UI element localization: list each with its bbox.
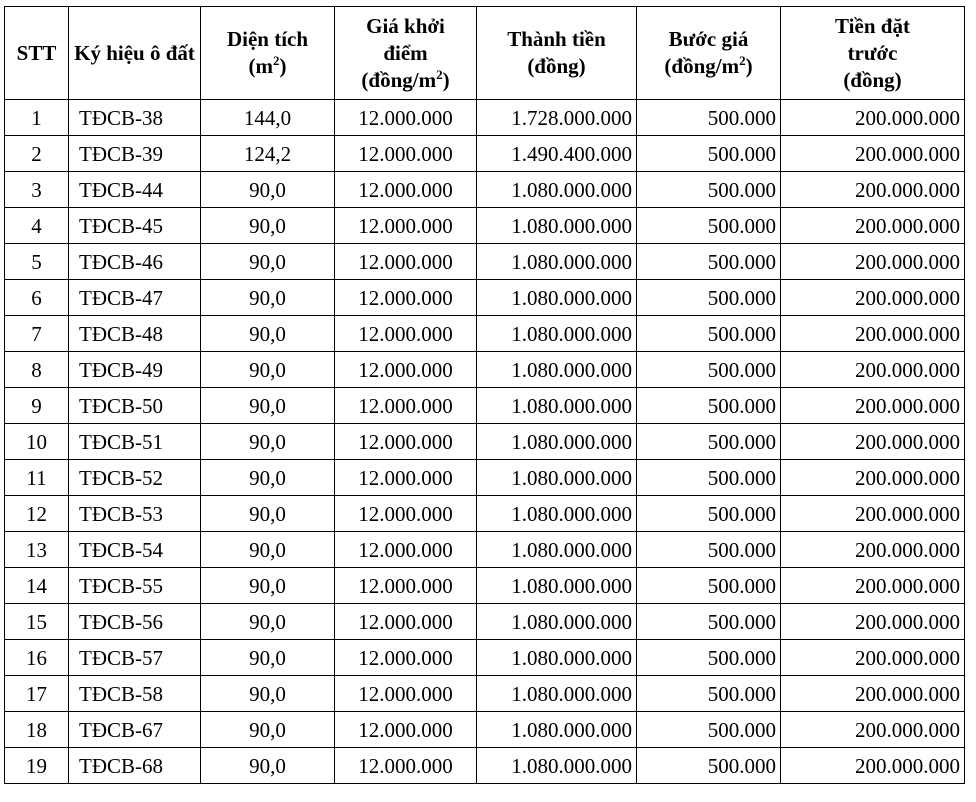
cell-stt: 5 [5, 244, 69, 280]
cell-area: 90,0 [201, 712, 335, 748]
cell-plot-code: TĐCB-68 [69, 748, 201, 784]
header-total: Thành tiền (đồng) [477, 7, 637, 100]
cell-area: 144,0 [201, 100, 335, 136]
land-plot-table [4, 6, 965, 784]
cell-stt: 10 [5, 424, 69, 460]
cell-total: 1.080.000.000 [477, 280, 637, 316]
cell-plot-code: TĐCB-56 [69, 604, 201, 640]
cell-plot-code: TĐCB-67 [69, 712, 201, 748]
header-price-step: Bước giá $(đồng/m^2)$ [637, 7, 781, 100]
cell-total: 1.080.000.000 [477, 496, 637, 532]
cell-starting-price: 12.000.000 [335, 208, 477, 244]
cell-price-step: 500.000 [637, 388, 781, 424]
cell-starting-price: 12.000.000 [335, 352, 477, 388]
table-row [5, 424, 965, 460]
cell-area: 90,0 [201, 568, 335, 604]
cell-area: 90,0 [201, 352, 335, 388]
cell-starting-price: 12.000.000 [335, 496, 477, 532]
cell-price-step: 500.000 [637, 460, 781, 496]
cell-total: 1.080.000.000 [477, 640, 637, 676]
cell-stt: 16 [5, 640, 69, 676]
cell-total: 1.080.000.000 [477, 748, 637, 784]
cell-area: 90,0 [201, 208, 335, 244]
cell-price-step: 500.000 [637, 568, 781, 604]
cell-price-step: 500.000 [637, 244, 781, 280]
cell-plot-code: TĐCB-44 [69, 172, 201, 208]
cell-deposit: 200.000.000 [781, 100, 965, 136]
table-row [5, 604, 965, 640]
cell-deposit: 200.000.000 [781, 136, 965, 172]
cell-stt: 17 [5, 676, 69, 712]
table-row [5, 532, 965, 568]
cell-starting-price: 12.000.000 [335, 424, 477, 460]
table-row [5, 676, 965, 712]
cell-deposit: 200.000.000 [781, 388, 965, 424]
cell-total: 1.080.000.000 [477, 244, 637, 280]
cell-price-step: 500.000 [637, 100, 781, 136]
table-row [5, 388, 965, 424]
cell-stt: 18 [5, 712, 69, 748]
cell-price-step: 500.000 [637, 676, 781, 712]
table-row [5, 460, 965, 496]
cell-total: 1.490.400.000 [477, 136, 637, 172]
cell-plot-code: TĐCB-52 [69, 460, 201, 496]
cell-stt: 1 [5, 100, 69, 136]
cell-price-step: 500.000 [637, 280, 781, 316]
cell-deposit: 200.000.000 [781, 676, 965, 712]
cell-starting-price: 12.000.000 [335, 712, 477, 748]
cell-stt: 15 [5, 604, 69, 640]
cell-plot-code: TĐCB-58 [69, 676, 201, 712]
cell-price-step: 500.000 [637, 424, 781, 460]
table-row [5, 172, 965, 208]
cell-price-step: 500.000 [637, 208, 781, 244]
cell-area: 90,0 [201, 172, 335, 208]
cell-deposit: 200.000.000 [781, 316, 965, 352]
table-row [5, 640, 965, 676]
cell-price-step: 500.000 [637, 748, 781, 784]
table-row [5, 136, 965, 172]
cell-area: 90,0 [201, 496, 335, 532]
table-header [5, 7, 965, 100]
header-plot-code: Ký hiệu ô đất [69, 7, 201, 100]
cell-starting-price: 12.000.000 [335, 388, 477, 424]
cell-plot-code: TĐCB-49 [69, 352, 201, 388]
cell-area: 90,0 [201, 748, 335, 784]
table-row [5, 244, 965, 280]
cell-starting-price: 12.000.000 [335, 136, 477, 172]
cell-total: 1.728.000.000 [477, 100, 637, 136]
cell-plot-code: TĐCB-53 [69, 496, 201, 532]
cell-plot-code: TĐCB-51 [69, 424, 201, 460]
cell-stt: 12 [5, 496, 69, 532]
cell-price-step: 500.000 [637, 712, 781, 748]
header-deposit: Tiền đặt trước (đồng) [781, 7, 965, 100]
cell-price-step: 500.000 [637, 496, 781, 532]
cell-plot-code: TĐCB-55 [69, 568, 201, 604]
table-row [5, 748, 965, 784]
cell-deposit: 200.000.000 [781, 640, 965, 676]
cell-area: 90,0 [201, 460, 335, 496]
cell-total: 1.080.000.000 [477, 172, 637, 208]
cell-stt: 6 [5, 280, 69, 316]
cell-deposit: 200.000.000 [781, 460, 965, 496]
cell-price-step: 500.000 [637, 136, 781, 172]
cell-plot-code: TĐCB-54 [69, 532, 201, 568]
cell-area: 124,2 [201, 136, 335, 172]
header-stt: STT [5, 7, 69, 100]
table-body [5, 100, 965, 784]
cell-area: 90,0 [201, 640, 335, 676]
header-row [5, 7, 965, 100]
cell-total: 1.080.000.000 [477, 460, 637, 496]
cell-total: 1.080.000.000 [477, 712, 637, 748]
cell-price-step: 500.000 [637, 352, 781, 388]
table-row [5, 712, 965, 748]
cell-starting-price: 12.000.000 [335, 460, 477, 496]
cell-area: 90,0 [201, 280, 335, 316]
cell-stt: 3 [5, 172, 69, 208]
cell-plot-code: TĐCB-57 [69, 640, 201, 676]
cell-deposit: 200.000.000 [781, 604, 965, 640]
cell-stt: 19 [5, 748, 69, 784]
cell-stt: 9 [5, 388, 69, 424]
cell-total: 1.080.000.000 [477, 676, 637, 712]
header-area: Diện tích $(m^2)$ [201, 7, 335, 100]
cell-deposit: 200.000.000 [781, 244, 965, 280]
table-row [5, 568, 965, 604]
cell-plot-code: TĐCB-47 [69, 280, 201, 316]
cell-area: 90,0 [201, 424, 335, 460]
cell-total: 1.080.000.000 [477, 532, 637, 568]
cell-plot-code: TĐCB-46 [69, 244, 201, 280]
cell-plot-code: TĐCB-50 [69, 388, 201, 424]
cell-starting-price: 12.000.000 [335, 748, 477, 784]
cell-plot-code: TĐCB-45 [69, 208, 201, 244]
cell-total: 1.080.000.000 [477, 388, 637, 424]
table-row [5, 496, 965, 532]
cell-starting-price: 12.000.000 [335, 316, 477, 352]
cell-stt: 14 [5, 568, 69, 604]
cell-starting-price: 12.000.000 [335, 640, 477, 676]
cell-deposit: 200.000.000 [781, 424, 965, 460]
cell-deposit: 200.000.000 [781, 172, 965, 208]
cell-deposit: 200.000.000 [781, 352, 965, 388]
cell-starting-price: 12.000.000 [335, 676, 477, 712]
table-row [5, 208, 965, 244]
cell-total: 1.080.000.000 [477, 352, 637, 388]
cell-total: 1.080.000.000 [477, 568, 637, 604]
table-row [5, 316, 965, 352]
cell-area: 90,0 [201, 244, 335, 280]
cell-starting-price: 12.000.000 [335, 604, 477, 640]
cell-stt: 11 [5, 460, 69, 496]
cell-stt: 4 [5, 208, 69, 244]
cell-deposit: 200.000.000 [781, 208, 965, 244]
cell-area: 90,0 [201, 676, 335, 712]
table-row [5, 352, 965, 388]
cell-deposit: 200.000.000 [781, 568, 965, 604]
cell-area: 90,0 [201, 316, 335, 352]
cell-price-step: 500.000 [637, 532, 781, 568]
cell-stt: 2 [5, 136, 69, 172]
cell-total: 1.080.000.000 [477, 316, 637, 352]
cell-plot-code: TĐCB-48 [69, 316, 201, 352]
cell-area: 90,0 [201, 604, 335, 640]
cell-deposit: 200.000.000 [781, 280, 965, 316]
table-row [5, 100, 965, 136]
cell-area: 90,0 [201, 532, 335, 568]
cell-starting-price: 12.000.000 [335, 568, 477, 604]
cell-deposit: 200.000.000 [781, 748, 965, 784]
cell-starting-price: 12.000.000 [335, 244, 477, 280]
cell-plot-code: TĐCB-39 [69, 136, 201, 172]
cell-total: 1.080.000.000 [477, 604, 637, 640]
cell-stt: 8 [5, 352, 69, 388]
cell-plot-code: TĐCB-38 [69, 100, 201, 136]
cell-stt: 7 [5, 316, 69, 352]
cell-deposit: 200.000.000 [781, 532, 965, 568]
cell-price-step: 500.000 [637, 172, 781, 208]
cell-price-step: 500.000 [637, 316, 781, 352]
cell-starting-price: 12.000.000 [335, 280, 477, 316]
cell-price-step: 500.000 [637, 604, 781, 640]
cell-deposit: 200.000.000 [781, 712, 965, 748]
header-starting-price: Giá khởi điểm $(đồng/m^2)$ [335, 7, 477, 100]
table-row [5, 280, 965, 316]
cell-price-step: 500.000 [637, 640, 781, 676]
cell-starting-price: 12.000.000 [335, 532, 477, 568]
cell-area: 90,0 [201, 388, 335, 424]
cell-total: 1.080.000.000 [477, 424, 637, 460]
cell-total: 1.080.000.000 [477, 208, 637, 244]
cell-starting-price: 12.000.000 [335, 100, 477, 136]
cell-starting-price: 12.000.000 [335, 172, 477, 208]
cell-stt: 13 [5, 532, 69, 568]
cell-deposit: 200.000.000 [781, 496, 965, 532]
